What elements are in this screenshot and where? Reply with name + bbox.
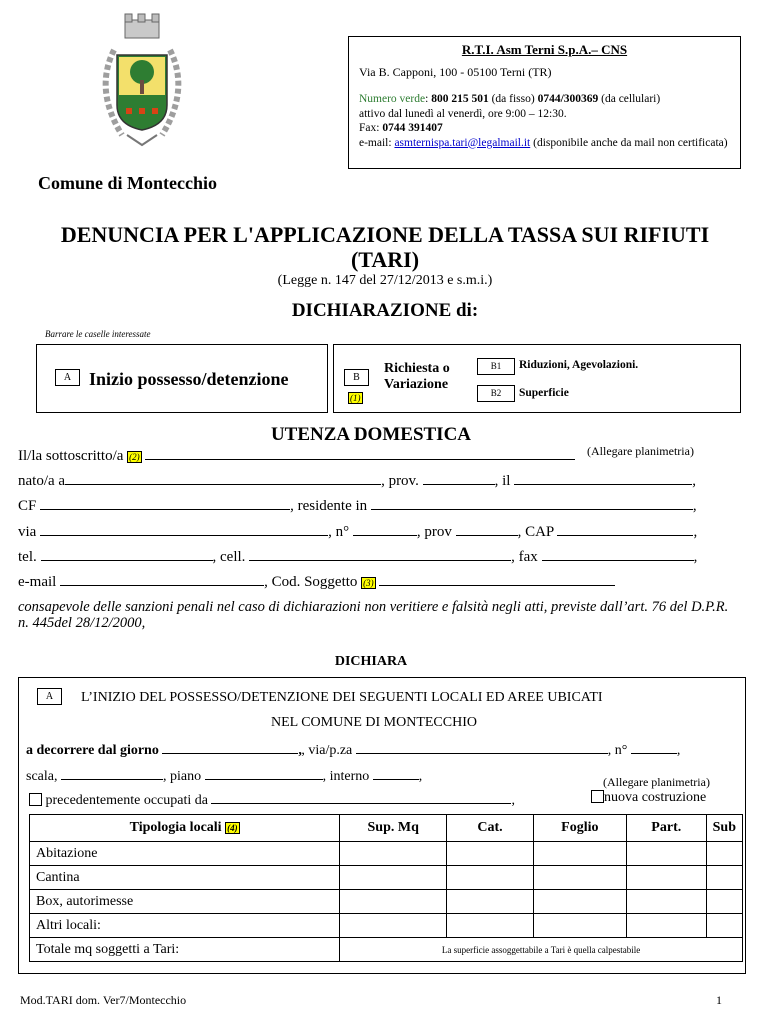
option-b1-checkbox[interactable]: B1 xyxy=(477,358,515,375)
table-row xyxy=(30,938,743,962)
residente-field[interactable] xyxy=(371,496,693,510)
prov-label: , prov. xyxy=(381,473,419,489)
row-cf: CF , residente in , xyxy=(18,498,697,514)
cap-label: , CAP xyxy=(517,524,554,540)
table-cell[interactable] xyxy=(340,914,447,938)
scala-label: scala, xyxy=(26,769,58,784)
decorrere-label: a decorrere dal giorno xyxy=(26,743,159,758)
option-a-box[interactable] xyxy=(36,344,328,413)
table-cell[interactable] xyxy=(447,890,534,914)
table-cell[interactable] xyxy=(706,914,742,938)
table-cell[interactable] xyxy=(533,914,626,938)
table-row xyxy=(30,914,743,938)
option-a-checkbox[interactable]: A xyxy=(55,369,80,386)
calpestabile-note: La superficie assoggettabile a Tari è quella calpestabile xyxy=(340,938,743,962)
option-b1-label: Riduzioni, Agevolazioni. xyxy=(519,359,639,371)
cf-label: CF xyxy=(18,498,37,514)
decorrere-field[interactable] xyxy=(162,740,298,754)
row-email xyxy=(18,572,615,591)
header-sub: Sub xyxy=(706,815,742,842)
option-b-box[interactable] xyxy=(333,344,741,413)
email-link[interactable]: asmternispa.tari@legalmail.it xyxy=(394,136,531,149)
option-a-label: Inizio possesso/detenzione xyxy=(89,369,289,389)
email-label: e-mail: xyxy=(359,136,392,149)
fax-number: 0744 391407 xyxy=(382,122,443,134)
nuova-costruzione-label: nuova costruzione xyxy=(604,790,707,805)
option-b-label-2: Variazione xyxy=(384,377,449,392)
comune-name: Comune di Montecchio xyxy=(38,173,217,193)
tel-field[interactable] xyxy=(41,547,213,561)
tel-label: tel. xyxy=(18,549,37,565)
company-address: Via B. Capponi, 100 - 05100 Terni (TR) xyxy=(359,65,552,79)
table-cell[interactable] xyxy=(706,890,742,914)
prov2-label: , prov xyxy=(416,524,452,540)
option-b-checkbox[interactable]: B xyxy=(344,369,369,386)
coat-of-arms-logo xyxy=(92,10,192,155)
table-cell[interactable] xyxy=(533,890,626,914)
dichiara-via-label: , via/p.za xyxy=(301,743,353,758)
table-cell[interactable] xyxy=(533,866,626,890)
tipologia-locali-table xyxy=(29,814,743,962)
fax-label: , fax xyxy=(511,549,538,565)
option-b2-checkbox[interactable]: B2 xyxy=(477,385,515,402)
note-3: (3) xyxy=(363,578,374,588)
precedentemente-field[interactable] xyxy=(211,790,511,804)
dichiara-allegare-note: (Allegare planimetria) xyxy=(603,775,710,789)
cell-label: , cell. xyxy=(212,549,246,565)
interno-field[interactable] xyxy=(373,766,419,780)
table-cell[interactable] xyxy=(706,842,742,866)
consapevole-text: consapevole delle sanzioni penali nel caso di dichiarazioni non veritiere e falsità negli atti, previste dall’art. 76 del D.P.R. n. 445del 28/12/2000, xyxy=(18,599,729,631)
row-tel: tel. , cell. , fax , xyxy=(18,549,698,565)
table-cell[interactable] xyxy=(340,866,447,890)
email-field[interactable] xyxy=(60,572,264,586)
sottoscritto-label: Il/la sottoscritto/a xyxy=(18,448,124,464)
via-label: via xyxy=(18,524,37,540)
precedentemente-label: precedentemente occupati da xyxy=(45,793,208,808)
company-name: R.T.I. Asm Terni S.p.A.– CNS xyxy=(461,42,628,57)
nato-label: nato/a a xyxy=(18,473,66,489)
header-tipologia: Tipologia locali (4) xyxy=(30,815,340,842)
header-sup-mq: Sup. Mq xyxy=(340,815,447,842)
scala-field[interactable] xyxy=(61,766,163,780)
row-decorrere: a decorrere dal giorno , , via/p.za , n° , xyxy=(26,740,680,759)
numero-field[interactable] xyxy=(353,522,417,536)
row-nato: nato/a a , prov. , il , xyxy=(18,473,696,489)
nuova-costruzione-checkbox[interactable] xyxy=(591,790,604,803)
row-label-cantina: Cantina xyxy=(30,866,340,890)
residente-label: , residente in xyxy=(290,498,368,514)
note-1: (1) xyxy=(350,393,361,403)
precedentemente-checkbox[interactable] xyxy=(29,793,42,806)
table-cell[interactable] xyxy=(340,890,447,914)
piano-field[interactable] xyxy=(205,766,323,780)
cf-field[interactable] xyxy=(40,496,290,510)
row-label-totale: Totale mq soggetti a Tari: xyxy=(30,938,340,962)
header-part: Part. xyxy=(626,815,706,842)
dichiara-a-checkbox[interactable]: A xyxy=(37,688,62,705)
note-2: (2) xyxy=(129,452,140,462)
piano-label: , piano xyxy=(162,769,202,784)
interno-label: , interno xyxy=(322,769,370,784)
il-label: , il xyxy=(494,473,511,489)
cap-field[interactable] xyxy=(557,522,693,536)
footer-page-number: 1 xyxy=(716,993,722,1007)
fax-field[interactable] xyxy=(542,547,694,561)
cell-field[interactable] xyxy=(249,547,511,561)
cellulari-label: (da cellulari) xyxy=(601,93,661,105)
cod-soggetto-label: , Cod. Soggetto xyxy=(264,574,358,590)
via-field[interactable] xyxy=(40,522,328,536)
numero-verde: 800 215 501 xyxy=(431,93,489,105)
data-nascita-field[interactable] xyxy=(514,471,692,485)
dichiara-line1: L’INIZIO DEL POSSESSO/DETENZIONE DEI SEGUENTI LOCALI ED AREE UBICATI xyxy=(81,690,603,705)
numero-label: , n° xyxy=(328,524,350,540)
dichiara-numero-label: , n° xyxy=(607,743,628,758)
legge-reference: (Legge n. 147 del 27/12/2013 e s.m.i.) xyxy=(277,273,493,288)
fisso-label: (da fisso) xyxy=(491,93,535,105)
email-label: e-mail xyxy=(18,574,57,590)
option-b2-label: Superficie xyxy=(519,387,569,399)
row-label-abitazione: Abitazione xyxy=(30,842,340,866)
utenza-domestica-heading: UTENZA DOMESTICA xyxy=(270,424,472,445)
table-cell[interactable] xyxy=(447,842,534,866)
contact-info-box xyxy=(348,36,741,169)
contact-details: Numero verde: 800 215 501 (da fisso) 0744/300369 (da cellulari) attivo dal lunedì al venerdì, ore 9:00 – 12:30. Fax: 0744 391407 e-mail: asmternispa.tari@legalmail.it (disponibile anche da mail non certificata) xyxy=(359,93,728,149)
table-cell[interactable] xyxy=(626,842,706,866)
note-4: (4) xyxy=(227,823,238,833)
table-row xyxy=(30,842,743,866)
table-cell[interactable] xyxy=(626,866,706,890)
nato-field[interactable] xyxy=(65,471,381,485)
table-row xyxy=(30,866,743,890)
row-nuova-costruzione xyxy=(591,790,706,806)
cellulari-number: 0744/300369 xyxy=(537,93,599,105)
sottoscritto-field[interactable] xyxy=(145,446,575,460)
dichiara-via-field[interactable] xyxy=(356,740,608,754)
table-row xyxy=(30,890,743,914)
dichiara-line2: NEL COMUNE DI MONTECCHIO xyxy=(271,715,477,730)
row-scala: scala, , piano , interno , xyxy=(26,766,422,785)
dichiara-box xyxy=(18,677,746,974)
cod-soggetto-field[interactable] xyxy=(379,572,615,586)
orari: attivo dal lunedì al venerdì, ore 9:00 – 12:30. xyxy=(359,107,567,120)
barrare-note: Barrare le caselle interessate xyxy=(45,329,151,339)
row-via: via , n° , prov , CAP , xyxy=(18,524,698,540)
dichiara-heading: DICHIARA xyxy=(334,654,408,669)
table-header-row xyxy=(30,815,743,842)
header-foglio: Foglio xyxy=(533,815,626,842)
document-title-line1: DENUNCIA PER L'APPLICAZIONE DELLA TASSA SUI RIFIUTI xyxy=(60,222,710,247)
dichiara-numero-field[interactable] xyxy=(631,740,677,754)
dichiarazione-heading: DICHIARAZIONE di: xyxy=(291,300,479,321)
prov2-field[interactable] xyxy=(456,522,518,536)
table-cell[interactable] xyxy=(626,914,706,938)
header-cat: Cat. xyxy=(447,815,534,842)
table-cell[interactable] xyxy=(533,842,626,866)
fax-label: Fax: xyxy=(359,122,380,134)
table-cell[interactable] xyxy=(447,914,534,938)
table-cell[interactable] xyxy=(340,842,447,866)
allegare-planimetria-note: (Allegare planimetria) xyxy=(587,444,694,458)
prov-field[interactable] xyxy=(423,471,495,485)
row-label-box: Box, autorimesse xyxy=(30,890,340,914)
email-note: (disponibile anche da mail non certificata) xyxy=(533,136,728,149)
row-precedentemente: precedentemente occupati da , xyxy=(29,790,515,809)
document-title-line2: (TARI) xyxy=(350,247,420,272)
option-b-label-1: Richiesta o xyxy=(384,361,450,376)
row-sottoscritto xyxy=(18,446,575,465)
table-cell[interactable] xyxy=(706,866,742,890)
table-cell[interactable] xyxy=(447,866,534,890)
row-label-altri: Altri locali: xyxy=(30,914,340,938)
numero-verde-label: Numero verde xyxy=(359,93,426,105)
table-cell[interactable] xyxy=(626,890,706,914)
footer-model: Mod.TARI dom. Ver7/Montecchio xyxy=(20,993,187,1007)
